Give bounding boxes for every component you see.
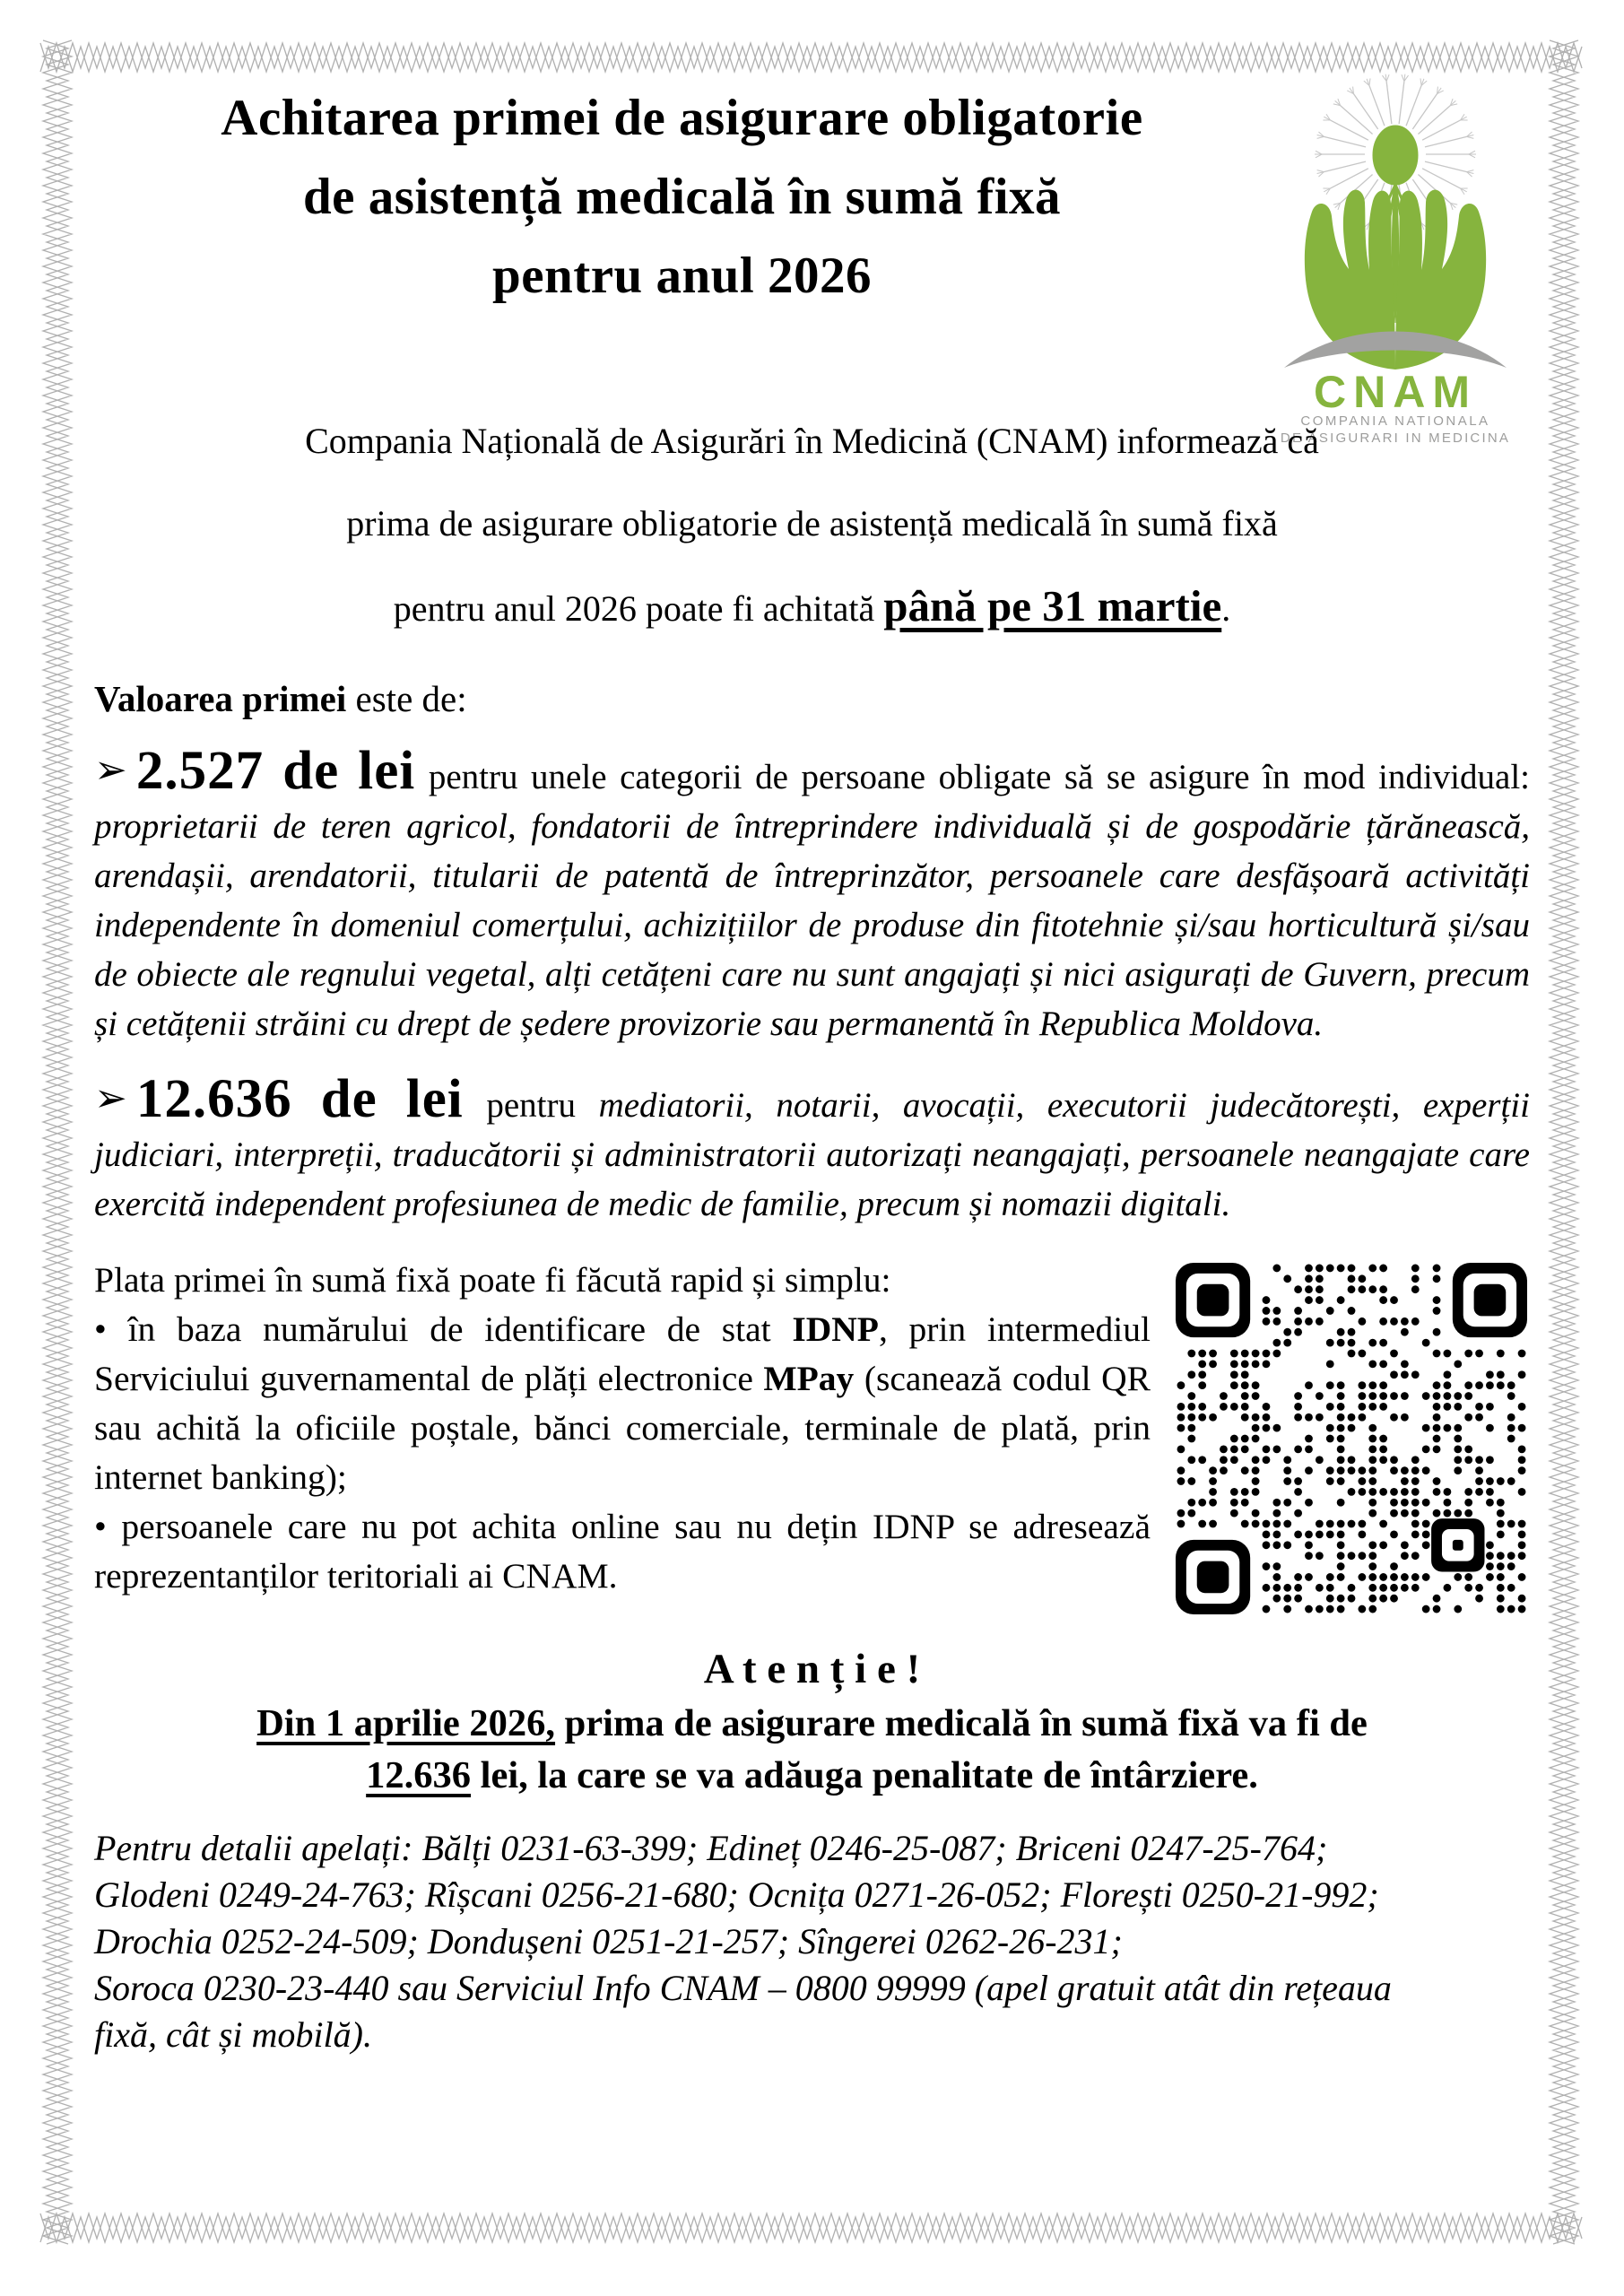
mpay-qr-code (1176, 1259, 1530, 1640)
title-line-1: Achitarea primei de asigurare obligatorie (221, 90, 1143, 146)
idnp-label: IDNP (792, 1309, 879, 1349)
contact-line: Soroca 0230-23-440 sau Serviciul Info CNAM – 0800 99999 (apel gratuit atât din rețeaua (94, 1968, 1392, 2008)
premium-amount-2: 12.636 de lei (135, 1069, 464, 1129)
contact-line: Pentru detalii apelați: Bălți 0231-63-399; Edineț 0246-25-087; Briceni 0247-25-764; (94, 1828, 1328, 1868)
arrow-bullet-icon: ➢ (94, 1076, 127, 1120)
premium-bullet-2: ➢ 12.636 de lei pentru mediatorii, notarii, avocații, executorii judecătorești, experții judiciari, interpreții, traducătorii și administratorii autorizați neangajați, persoanele neangajate care exercită independent profesiunea de medic de familie, precum și nomazii digitali. (94, 1069, 1530, 1223)
title-line-3: pentru anul 2026 (492, 248, 872, 304)
contact-line: Drochia 0252-24-509; Dondușeni 0251-21-257; Sîngerei 0262-26-231; (94, 1921, 1123, 1961)
dot-bullet-icon: • (94, 1309, 107, 1349)
attention-heading: A t e n ț i e ! (703, 1646, 921, 1692)
logo-subtitle-2: DE ASIGURARI IN MEDICINA (1280, 430, 1511, 446)
contact-details (94, 1825, 1530, 2058)
intro-line-1: Compania Națională de Asigurări în Medicină (CNAM) informează că (305, 421, 1319, 461)
logo-wordmark: CNAM (1314, 367, 1477, 417)
contact-line: Glodeni 0249-24-763; Rîșcani 0256-21-680; Ocnița 0271-26-052; Florești 0250-21-992; (94, 1874, 1379, 1915)
payment-section (94, 1256, 1530, 1601)
payment-item-1: • în baza numărului de identificare de stat IDNP, prin intermediul Serviciului guvernamental de plăți electronice MPay (scanează codul QR sau achită la oficiile poștale, bănci comerciale, terminale de plată, prin internet banking); (94, 1309, 1151, 1497)
flyer-content (94, 45, 1530, 2058)
attention-line-1: Din 1 aprilie 2026, prima de asigurare medicală în sumă fixă va fi de (256, 1702, 1368, 1744)
intro-paragraph (94, 400, 1530, 650)
attention-block (94, 1640, 1530, 1802)
premium-value-label: Valoarea primei este de: (94, 678, 467, 719)
dot-bullet-icon: • (94, 1507, 107, 1546)
logo-subtitle-1: COMPANIA NATIONALA (1300, 413, 1490, 429)
arrow-bullet-icon: ➢ (94, 748, 127, 792)
intro-line-3: pentru anul 2026 poate fi achitată până pe 31 martie. (393, 581, 1231, 631)
payment-intro: Plata primei în sumă fixă poate fi făcută rapid și simplu: (94, 1260, 891, 1300)
page-title (94, 54, 1261, 316)
title-line-2: de asistență medicală în sumă fixă (302, 169, 1062, 225)
swoosh-icon (1284, 332, 1507, 369)
premium-bullet-1: ➢ 2.527 de lei pentru unele categorii de persoane obligate să se asigure în mod individual: proprietarii de teren agricol, fondatorii de întreprindere individuală și de gospodărie țărănească, arendașii, arendatorii, titularii de patentă de întreprinzător, persoanele care desfășoară activități independente în domeniul comerțului, achizițiilor de produse din fitotehnie și/sau horticultură și/sau de obiecte ale regnului vegetal, alți cetățeni care nu sunt angajați și nici asigurați de Guvern, precum și cetățenii străini cu drept de ședere provizorie sau permanentă în Republica Moldova. (94, 741, 1530, 1043)
mpay-label: MPay (763, 1359, 855, 1398)
payment-item-2: • persoanele care nu pot achita online sau nu dețin IDNP se adresează reprezentanților teritoriali ai CNAM. (94, 1507, 1151, 1596)
attention-line-2: 12.636 lei, la care se va adăuga penalitate de întârziere. (366, 1754, 1258, 1796)
premium-amount-1: 2.527 de lei (135, 741, 416, 801)
deadline-highlight: până pe 31 martie (883, 581, 1222, 631)
contact-line: fixă, cât și mobilă). (94, 2014, 372, 2055)
intro-line-2: prima de asigurare obligatorie de asistență medicală în sumă fixă (346, 503, 1278, 544)
cnam-logo (1261, 54, 1530, 446)
